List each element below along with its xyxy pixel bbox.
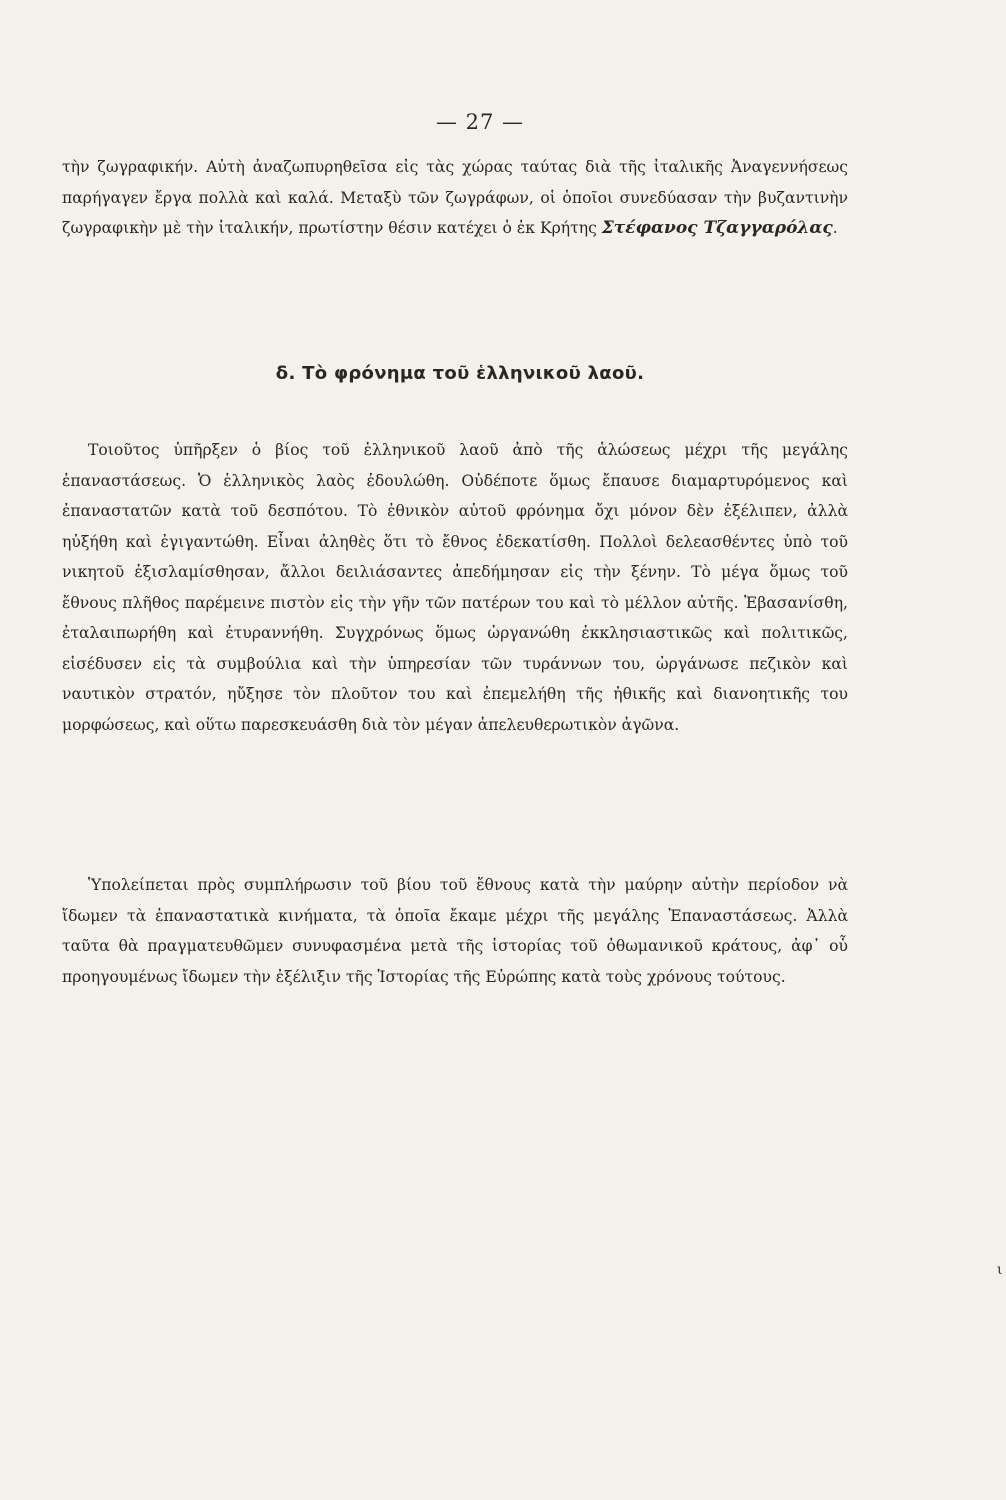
paragraph-1-ending: . [832,219,838,237]
margin-speck: ι [997,1262,1003,1278]
paragraph-3-text: Ὑπολείπεται πρὸς συμπλήρωσιν τοῦ βίου τοῦ ἔθνους κατὰ τὴν μαύρην αὐτὴν περίοδον νὰ ἴδωμεν τὰ ἐπαναστατικὰ κινήματα, τὰ ὁποῖα ἔκαμε μέχρι τῆς μεγάλης Ἐπαναστάσεως. Ἀλλὰ ταῦτα θὰ πραγματευθῶμεν συνυφασμένα μετὰ τῆς ἱστορίας τοῦ ὀθωμανικοῦ κράτους, ἀφ᾽ οὗ προηγουμένως ἴδωμεν τὴν ἐξέλιξιν τῆς Ἱστορίας τῆς Εὐρώπης κατὰ τοὺς χρόνους τούτους. [62,876,848,986]
paragraph-1-text: τὴν ζωγραφικήν. Αὐτὴ ἀναζωπυρηθεῖσα εἰς τὰς χώρας ταύτας διὰ τῆς ἰταλικῆς Ἀναγεννήσεως παρήγαγεν ἔργα πολλὰ καὶ καλά. Μεταξὺ τῶν ζωγράφων, οἱ ὁποῖοι συνεδύασαν τὴν βυζαντινὴν ζωγραφικὴν μὲ τὴν ἰταλικήν, πρωτίστην θέσιν κατέχει ὁ ἐκ Κρήτης [62,158,848,237]
paragraph-2 [62,435,848,740]
section-heading: δ. Τὸ φρόνημα τοῦ ἑλληνικοῦ λαοῦ. [275,363,645,384]
paragraph-1 [62,152,848,244]
paragraph-2-text: Τοιοῦτος ὑπῆρξεν ὁ βίος τοῦ ἑλληνικοῦ λαοῦ ἀπὸ τῆς ἁλώσεως μέχρι τῆς μεγάλης ἐπαναστάσεως. Ὁ ἑλληνικὸς λαὸς ἐδουλώθη. Οὐδέποτε ὅμως ἔπαυσε διαμαρτυρόμενος καὶ ἐπαναστατῶν κατὰ τοῦ δεσπότου. Τὸ ἐθνικὸν αὐτοῦ φρόνημα ὄχι μόνον δὲν ἐξέλιπεν, ἀλλὰ ηὐξήθη καὶ ἐγιγαντώθη. Εἶναι ἀληθὲς ὅτι τὸ ἔθνος ἐδεκατίσθη. Πολλοὶ δελεασθέντες ὑπὸ τοῦ νικητοῦ ἐξισλαμίσθησαν, ἄλλοι δειλιάσαντες ἀπεδήμησαν εἰς τὴν ξένην. Τὸ μέγα ὅμως τοῦ ἔθνους πλῆθος παρέμεινε πιστὸν εἰς τὴν γῆν τῶν πατέρων του καὶ τὸ μέλλον αὐτῆς. Ἐβασανίσθη, ἐταλαιπωρήθη καὶ ἐτυραννήθη. Συγχρόνως ὅμως ὠργανώθη ἐκκλησιαστικῶς καὶ πολιτικῶς, εἰσέδυσεν εἰς τὰ συμβούλια καὶ τὴν ὑπηρεσίαν τῶν τυράννων του, ὠργάνωσε πεζικὸν καὶ ναυτικὸν στρατόν, ηὔξησε τὸν πλοῦτον του καὶ ἐπεμελήθη τῆς ἠθικῆς καὶ διανοητικῆς του μορφώσεως, καὶ οὕτω παρεσκευάσθη διὰ τὸν μέγαν ἀπελευθερωτικὸν ἀγῶνα. [62,441,848,734]
paragraph-3 [62,870,848,992]
page-number: — 27 — [435,110,525,134]
paragraph-1-emphasis: Στέφανος Τζαγγαρόλας [601,218,833,238]
